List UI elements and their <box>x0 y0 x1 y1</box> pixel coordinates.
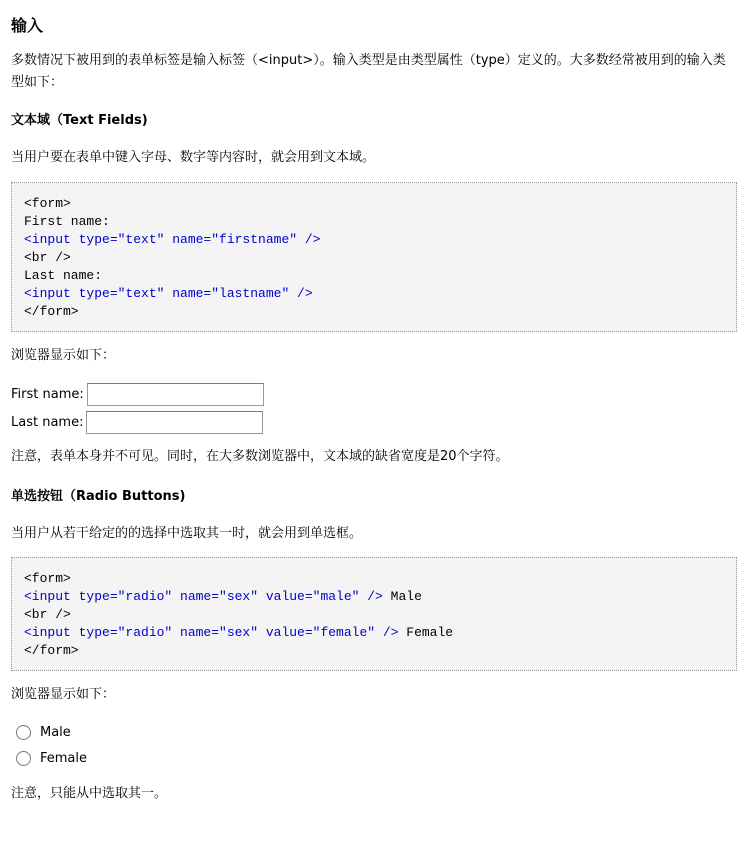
radio-male[interactable] <box>16 725 31 740</box>
code-line: <input type="text" name="firstname" /> <box>24 232 321 247</box>
first-name-input[interactable] <box>87 383 264 406</box>
radio-female-label: Female <box>40 750 88 766</box>
code-line: <form> <box>24 571 71 586</box>
page-heading: 输入 <box>11 16 44 35</box>
intro-paragraph: 多数情况下被用到的表单标签是输入标签（<input>）。输入类型是由类型属性（type）定义的。大多数经常被用到的输入类型如下： <box>11 53 726 90</box>
text-fields-demo-form <box>11 380 737 436</box>
text-fields-heading: 文本域（Text Fields) <box>11 113 148 128</box>
code-line: <form> <box>24 196 71 211</box>
code-line: <input type="radio" name="sex" value="male" /> <box>24 589 383 604</box>
radio-demo-form <box>11 719 737 771</box>
code-line-tail: Female <box>398 625 454 640</box>
radio-female[interactable] <box>16 751 31 766</box>
radio-buttons-code-block <box>11 557 737 671</box>
code-line: <br /> <box>24 607 71 622</box>
code-line: <br /> <box>24 250 71 265</box>
last-name-input[interactable] <box>86 411 263 434</box>
text-fields-note: 注意，表单本身并不可见。同时，在大多数浏览器中，文本域的缺省宽度是20个字符。 <box>11 449 509 464</box>
code-line: </form> <box>24 643 79 658</box>
code-line: First name: <box>24 214 110 229</box>
text-fields-code-block <box>11 182 737 332</box>
first-name-label: First name: <box>11 386 84 402</box>
radio-buttons-description: 当用户从若干给定的的选择中选取其一时，就会用到单选框。 <box>11 526 363 541</box>
text-fields-description: 当用户要在表单中键入字母、数字等内容时，就会用到文本域。 <box>11 150 376 165</box>
code-line: Last name: <box>24 268 103 283</box>
radio-buttons-note: 注意，只能从中选取其一。 <box>11 786 168 801</box>
radio-male-label: Male <box>40 724 71 740</box>
code-line: </form> <box>24 304 79 319</box>
browser-display-label: 浏览器显示如下： <box>11 687 116 702</box>
browser-display-label: 浏览器显示如下： <box>11 348 116 363</box>
last-name-label: Last name: <box>11 414 84 430</box>
radio-buttons-heading: 单选按钮（Radio Buttons) <box>11 489 186 504</box>
code-line: <input type="text" name="lastname" /> <box>24 286 313 301</box>
code-line-tail: Male <box>382 589 422 604</box>
code-line: <input type="radio" name="sex" value="female" /> <box>24 625 399 640</box>
